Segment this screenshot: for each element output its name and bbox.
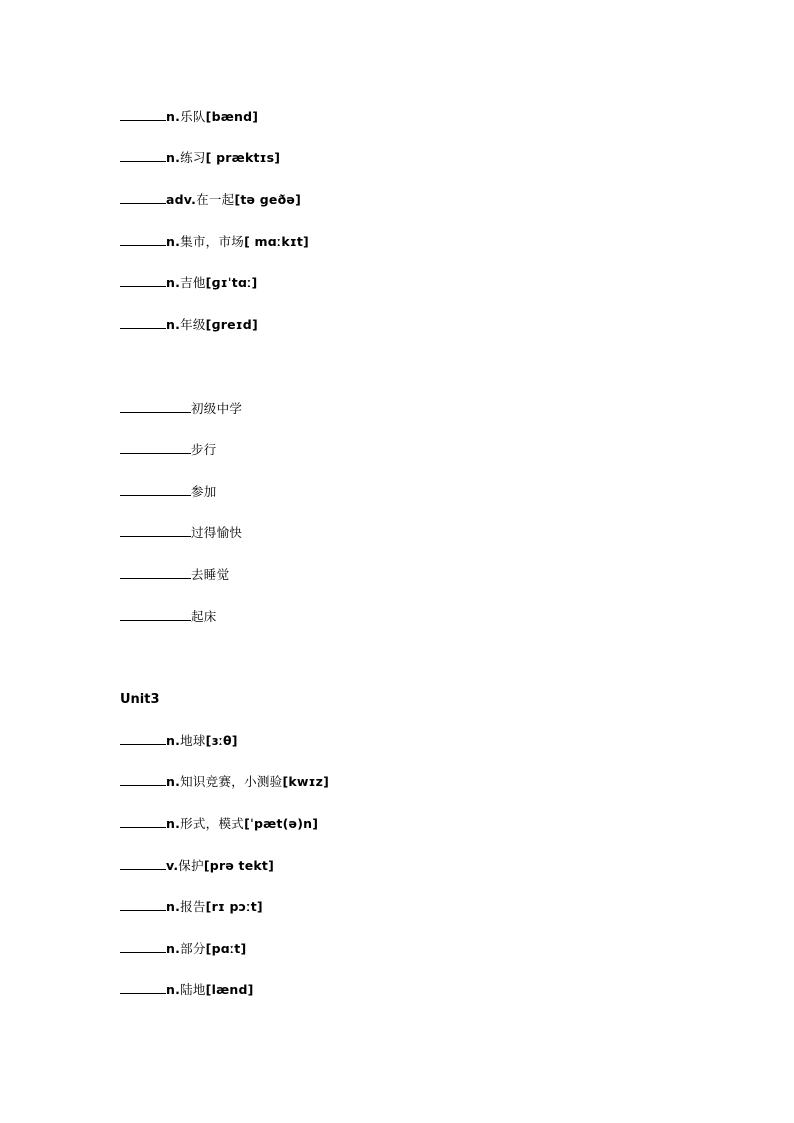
- chinese-phrase: 过得愉快: [191, 525, 243, 540]
- phonetic: [tə geðə]: [234, 192, 301, 207]
- chinese-meaning: 保护: [178, 858, 204, 873]
- part-of-speech: n.: [166, 982, 181, 997]
- phonetic: [ præktɪs]: [205, 150, 281, 165]
- answer-blank[interactable]: [120, 607, 191, 621]
- phonetic: [kwɪz]: [282, 774, 330, 789]
- phrase-line: [120, 440, 217, 460]
- chinese-phrase: 步行: [191, 442, 217, 457]
- answer-blank[interactable]: [120, 399, 191, 413]
- answer-blank[interactable]: [120, 523, 191, 537]
- chinese-meaning: 练习: [180, 150, 206, 165]
- answer-blank[interactable]: [120, 315, 166, 329]
- phonetic: [lænd]: [205, 982, 254, 997]
- chinese-meaning: 知识竞赛，小测验: [180, 774, 283, 789]
- part-of-speech: adv.: [166, 192, 197, 207]
- answer-blank[interactable]: [120, 107, 166, 121]
- vocab-line: [120, 772, 329, 792]
- phrase-line: [120, 399, 242, 419]
- chinese-meaning: 地球: [180, 733, 206, 748]
- phrase-line: [120, 565, 229, 585]
- answer-blank[interactable]: [120, 232, 166, 246]
- phonetic: [bænd]: [205, 109, 259, 124]
- vocab-line: [120, 939, 246, 959]
- phonetic: [prə tekt]: [203, 858, 274, 873]
- chinese-meaning: 乐队: [180, 109, 206, 124]
- chinese-phrase: 参加: [191, 484, 217, 499]
- chinese-phrase: 初级中学: [191, 401, 243, 416]
- phonetic: [ɡɪˈtɑː]: [205, 275, 258, 290]
- chinese-meaning: 集市，市场: [180, 234, 245, 249]
- vocab-line: [120, 856, 274, 876]
- phrase-line: [120, 482, 217, 502]
- vocab-line: [120, 107, 258, 127]
- answer-blank[interactable]: [120, 772, 166, 786]
- answer-blank[interactable]: [120, 482, 191, 496]
- vocab-line: [120, 148, 280, 168]
- vocab-line: [120, 315, 258, 335]
- vocab-line: [120, 232, 309, 252]
- part-of-speech: n.: [166, 816, 181, 831]
- chinese-phrase: 去睡觉: [191, 567, 230, 582]
- chinese-meaning: 吉他: [180, 275, 206, 290]
- phonetic: [rɪ pɔːt]: [205, 899, 263, 914]
- answer-blank[interactable]: [120, 980, 166, 994]
- answer-blank[interactable]: [120, 273, 166, 287]
- part-of-speech: n.: [166, 109, 181, 124]
- answer-blank[interactable]: [120, 148, 166, 162]
- part-of-speech: n.: [166, 941, 181, 956]
- chinese-meaning: 年级: [180, 317, 206, 332]
- vocab-line: [120, 190, 301, 210]
- part-of-speech: n.: [166, 317, 181, 332]
- phrase-line: [120, 523, 242, 543]
- part-of-speech: v.: [166, 858, 179, 873]
- chinese-phrase: 起床: [191, 609, 217, 624]
- part-of-speech: n.: [166, 234, 181, 249]
- phonetic: [pɑːt]: [205, 941, 247, 956]
- vocab-line: [120, 731, 238, 751]
- answer-blank[interactable]: [120, 440, 191, 454]
- part-of-speech: n.: [166, 150, 181, 165]
- chinese-meaning: 部分: [180, 941, 206, 956]
- answer-blank[interactable]: [120, 565, 191, 579]
- part-of-speech: n.: [166, 733, 181, 748]
- vocab-line: [120, 897, 263, 917]
- chinese-meaning: 陆地: [180, 982, 206, 997]
- vocab-line: [120, 814, 318, 834]
- chinese-meaning: 在一起: [196, 192, 235, 207]
- phonetic: [ɡreɪd]: [205, 317, 258, 332]
- phrase-line: [120, 607, 217, 627]
- answer-blank[interactable]: [120, 814, 166, 828]
- part-of-speech: n.: [166, 899, 181, 914]
- chinese-meaning: 形式，模式: [180, 816, 245, 831]
- phonetic: [ɜːθ]: [205, 733, 238, 748]
- chinese-meaning: 报告: [180, 899, 206, 914]
- answer-blank[interactable]: [120, 939, 166, 953]
- phonetic: [ˈpæt(ə)n]: [244, 816, 319, 831]
- part-of-speech: n.: [166, 275, 181, 290]
- answer-blank[interactable]: [120, 856, 166, 870]
- unit-title: Unit3: [120, 692, 160, 707]
- phonetic: [ mɑːkɪt]: [244, 234, 309, 249]
- vocab-line: [120, 980, 254, 1000]
- answer-blank[interactable]: [120, 731, 166, 745]
- answer-blank[interactable]: [120, 897, 166, 911]
- part-of-speech: n.: [166, 774, 181, 789]
- vocab-line: [120, 273, 257, 293]
- answer-blank[interactable]: [120, 190, 166, 204]
